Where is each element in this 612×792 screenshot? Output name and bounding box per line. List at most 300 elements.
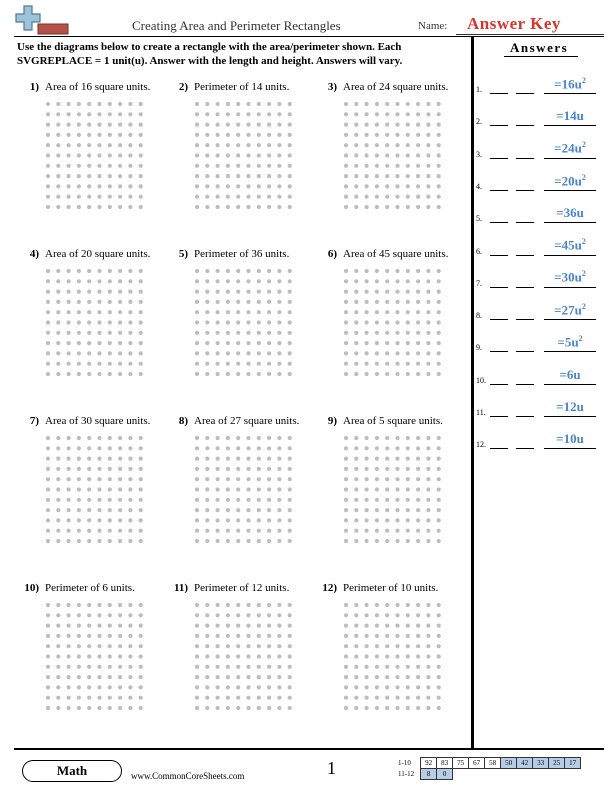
problem-number: 6) bbox=[327, 248, 337, 260]
grid-dot bbox=[288, 685, 292, 689]
grid-dot bbox=[257, 362, 261, 366]
grid-dot bbox=[77, 487, 81, 491]
grid-dot bbox=[406, 205, 410, 209]
grid-dot bbox=[77, 457, 81, 461]
grid-dot bbox=[67, 174, 71, 178]
grid-dot bbox=[375, 351, 379, 355]
grid-dot bbox=[108, 310, 112, 314]
grid-dot bbox=[437, 195, 441, 199]
grid-dot bbox=[288, 290, 292, 294]
grid-dot bbox=[97, 685, 101, 689]
grid-dot bbox=[46, 706, 50, 710]
grid-dot bbox=[257, 290, 261, 294]
grid-dot bbox=[236, 174, 240, 178]
grid-dot bbox=[87, 654, 91, 658]
grid-dot bbox=[426, 123, 430, 127]
dot-grid[interactable] bbox=[343, 602, 443, 714]
grid-dot bbox=[108, 696, 112, 700]
grid-dot bbox=[97, 269, 101, 273]
grid-dot bbox=[406, 518, 410, 522]
grid-dot bbox=[288, 613, 292, 617]
grid-dot bbox=[354, 195, 358, 199]
height-blank[interactable] bbox=[516, 351, 534, 352]
grid-dot bbox=[375, 613, 379, 617]
dot-grid[interactable] bbox=[45, 602, 145, 714]
grid-dot bbox=[56, 477, 60, 481]
grid-dot bbox=[67, 603, 71, 607]
grid-dot bbox=[226, 331, 230, 335]
frame-top-rule bbox=[14, 36, 604, 37]
grid-dot bbox=[416, 498, 420, 502]
grid-dot bbox=[365, 624, 369, 628]
grid-dot bbox=[375, 518, 379, 522]
grid-dot bbox=[395, 143, 399, 147]
answers-title-underline bbox=[504, 56, 578, 57]
grid-dot bbox=[216, 634, 220, 638]
grid-dot bbox=[195, 133, 199, 137]
grid-dot bbox=[246, 102, 250, 106]
grid-dot bbox=[257, 696, 261, 700]
grid-dot bbox=[375, 685, 379, 689]
grid-dot bbox=[67, 362, 71, 366]
grid-dot bbox=[395, 644, 399, 648]
grid-dot bbox=[277, 174, 281, 178]
grid-dot bbox=[267, 300, 271, 304]
score-cell: 67 bbox=[469, 758, 485, 769]
grid-dot bbox=[267, 174, 271, 178]
length-blank[interactable] bbox=[490, 93, 508, 94]
grid-dot bbox=[365, 539, 369, 543]
grid-dot bbox=[395, 341, 399, 345]
grid-dot bbox=[236, 164, 240, 168]
grid-dot bbox=[257, 508, 261, 512]
dot-grid[interactable] bbox=[343, 435, 443, 547]
grid-dot bbox=[406, 675, 410, 679]
grid-dot bbox=[216, 123, 220, 127]
grid-dot bbox=[288, 675, 292, 679]
grid-dot bbox=[77, 164, 81, 168]
grid-dot bbox=[108, 362, 112, 366]
height-blank[interactable] bbox=[516, 319, 534, 320]
grid-dot bbox=[128, 498, 132, 502]
grid-dot bbox=[77, 706, 81, 710]
grid-dot bbox=[226, 310, 230, 314]
dot-grid[interactable] bbox=[194, 602, 294, 714]
grid-dot bbox=[375, 164, 379, 168]
grid-dot bbox=[257, 539, 261, 543]
grid-dot bbox=[46, 112, 50, 116]
grid-dot bbox=[139, 603, 143, 607]
grid-dot bbox=[344, 205, 348, 209]
grid-dot bbox=[354, 696, 358, 700]
grid-dot bbox=[128, 279, 132, 283]
grid-dot bbox=[205, 634, 209, 638]
grid-dot bbox=[87, 351, 91, 355]
score-cell: 17 bbox=[565, 758, 581, 769]
answer-line bbox=[544, 255, 596, 256]
grid-dot bbox=[139, 624, 143, 628]
dot-grid[interactable] bbox=[343, 268, 443, 380]
grid-dot bbox=[426, 539, 430, 543]
grid-dot bbox=[205, 706, 209, 710]
grid-dot bbox=[226, 362, 230, 366]
grid-dot bbox=[108, 320, 112, 324]
grid-dot bbox=[226, 133, 230, 137]
grid-dot bbox=[246, 508, 250, 512]
dot-grid[interactable] bbox=[194, 435, 294, 547]
length-blank[interactable] bbox=[490, 448, 508, 449]
dot-grid[interactable] bbox=[45, 101, 145, 213]
grid-dot bbox=[437, 624, 441, 628]
grid-dot bbox=[416, 654, 420, 658]
grid-dot bbox=[205, 685, 209, 689]
grid-dot bbox=[375, 539, 379, 543]
grid-dot bbox=[437, 290, 441, 294]
grid-dot bbox=[216, 133, 220, 137]
grid-dot bbox=[288, 603, 292, 607]
grid-dot bbox=[395, 300, 399, 304]
grid-dot bbox=[77, 654, 81, 658]
grid-dot bbox=[236, 685, 240, 689]
grid-dot bbox=[46, 205, 50, 209]
grid-dot bbox=[385, 174, 389, 178]
grid-dot bbox=[437, 372, 441, 376]
dot-grid[interactable] bbox=[343, 101, 443, 213]
grid-dot bbox=[67, 696, 71, 700]
grid-dot bbox=[395, 529, 399, 533]
grid-dot bbox=[288, 518, 292, 522]
grid-dot bbox=[46, 174, 50, 178]
problem-prompt: Perimeter of 12 units. bbox=[194, 582, 290, 594]
grid-dot bbox=[277, 508, 281, 512]
grid-dot bbox=[277, 477, 281, 481]
grid-dot bbox=[246, 320, 250, 324]
grid-dot bbox=[406, 362, 410, 366]
grid-dot bbox=[118, 164, 122, 168]
grid-dot bbox=[277, 457, 281, 461]
grid-dot bbox=[406, 624, 410, 628]
frame-bottom-rule bbox=[14, 748, 604, 750]
grid-dot bbox=[87, 184, 91, 188]
grid-dot bbox=[97, 446, 101, 450]
grid-dot bbox=[56, 498, 60, 502]
grid-dot bbox=[236, 184, 240, 188]
answer-value bbox=[544, 399, 596, 415]
grid-dot bbox=[354, 665, 358, 669]
grid-dot bbox=[236, 269, 240, 273]
grid-dot bbox=[97, 644, 101, 648]
dot-grid[interactable] bbox=[194, 268, 294, 380]
grid-dot bbox=[246, 696, 250, 700]
grid-dot bbox=[236, 654, 240, 658]
grid-dot bbox=[437, 685, 441, 689]
answer-value bbox=[544, 76, 596, 92]
grid-dot bbox=[87, 518, 91, 522]
grid-dot bbox=[97, 184, 101, 188]
grid-dot bbox=[365, 487, 369, 491]
grid-dot bbox=[236, 487, 240, 491]
grid-dot bbox=[216, 331, 220, 335]
grid-dot bbox=[118, 174, 122, 178]
grid-dot bbox=[205, 184, 209, 188]
grid-dot bbox=[236, 153, 240, 157]
grid-dot bbox=[257, 518, 261, 522]
grid-dot bbox=[108, 133, 112, 137]
grid-dot bbox=[77, 498, 81, 502]
grid-dot bbox=[277, 436, 281, 440]
problem-prompt: Perimeter of 10 units. bbox=[343, 582, 439, 594]
grid-dot bbox=[236, 112, 240, 116]
grid-dot bbox=[56, 269, 60, 273]
height-blank[interactable] bbox=[516, 384, 534, 385]
grid-dot bbox=[257, 634, 261, 638]
height-blank[interactable] bbox=[516, 190, 534, 191]
grid-dot bbox=[67, 436, 71, 440]
grid-dot bbox=[267, 372, 271, 376]
grid-dot bbox=[257, 685, 261, 689]
dot-grid[interactable] bbox=[45, 268, 145, 380]
grid-dot bbox=[385, 372, 389, 376]
height-blank[interactable] bbox=[516, 287, 534, 288]
grid-dot bbox=[139, 174, 143, 178]
grid-dot bbox=[118, 654, 122, 658]
grid-dot bbox=[288, 351, 292, 355]
grid-dot bbox=[216, 112, 220, 116]
grid-dot bbox=[139, 654, 143, 658]
grid-dot bbox=[46, 331, 50, 335]
grid-dot bbox=[195, 624, 199, 628]
grid-dot bbox=[226, 300, 230, 304]
grid-dot bbox=[128, 467, 132, 471]
grid-dot bbox=[406, 195, 410, 199]
grid-dot bbox=[426, 498, 430, 502]
grid-dot bbox=[395, 164, 399, 168]
grid-dot bbox=[354, 279, 358, 283]
answer-value-text: =16u bbox=[554, 76, 582, 91]
grid-dot bbox=[257, 174, 261, 178]
length-blank[interactable] bbox=[490, 287, 508, 288]
grid-dot bbox=[195, 477, 199, 481]
grid-dot bbox=[118, 613, 122, 617]
height-blank[interactable] bbox=[516, 158, 534, 159]
grid-dot bbox=[67, 123, 71, 127]
answer-exponent: 2 bbox=[581, 140, 586, 150]
grid-dot bbox=[226, 102, 230, 106]
grid-dot bbox=[236, 529, 240, 533]
grid-dot bbox=[226, 351, 230, 355]
grid-dot bbox=[118, 685, 122, 689]
length-blank[interactable] bbox=[490, 384, 508, 385]
grid-dot bbox=[365, 102, 369, 106]
grid-dot bbox=[46, 467, 50, 471]
grid-dot bbox=[365, 508, 369, 512]
grid-dot bbox=[195, 487, 199, 491]
grid-dot bbox=[277, 362, 281, 366]
grid-dot bbox=[236, 467, 240, 471]
grid-dot bbox=[128, 372, 132, 376]
height-blank[interactable] bbox=[516, 125, 534, 126]
grid-dot bbox=[426, 675, 430, 679]
grid-dot bbox=[216, 665, 220, 669]
grid-dot bbox=[385, 310, 389, 314]
height-blank[interactable] bbox=[516, 416, 534, 417]
grid-dot bbox=[426, 174, 430, 178]
grid-dot bbox=[87, 446, 91, 450]
grid-dot bbox=[354, 320, 358, 324]
grid-dot bbox=[77, 372, 81, 376]
grid-dot bbox=[288, 498, 292, 502]
dot-grid[interactable] bbox=[194, 101, 294, 213]
grid-dot bbox=[56, 644, 60, 648]
grid-dot bbox=[354, 184, 358, 188]
grid-dot bbox=[406, 539, 410, 543]
grid-dot bbox=[139, 477, 143, 481]
length-blank[interactable] bbox=[490, 255, 508, 256]
height-blank[interactable] bbox=[516, 93, 534, 94]
grid-dot bbox=[205, 123, 209, 127]
grid-dot bbox=[77, 644, 81, 648]
grid-dot bbox=[395, 706, 399, 710]
height-blank[interactable] bbox=[516, 222, 534, 223]
grid-dot bbox=[437, 654, 441, 658]
grid-dot bbox=[139, 279, 143, 283]
length-blank[interactable] bbox=[490, 351, 508, 352]
grid-dot bbox=[416, 446, 420, 450]
answer-value bbox=[544, 205, 596, 221]
answer-line bbox=[544, 319, 596, 320]
grid-dot bbox=[375, 498, 379, 502]
grid-dot bbox=[416, 457, 420, 461]
grid-dot bbox=[395, 467, 399, 471]
grid-dot bbox=[267, 290, 271, 294]
grid-dot bbox=[67, 665, 71, 669]
length-blank[interactable] bbox=[490, 190, 508, 191]
grid-dot bbox=[437, 351, 441, 355]
grid-dot bbox=[365, 706, 369, 710]
grid-dot bbox=[118, 675, 122, 679]
grid-dot bbox=[195, 320, 199, 324]
length-blank[interactable] bbox=[490, 416, 508, 417]
grid-dot bbox=[77, 675, 81, 679]
grid-dot bbox=[426, 331, 430, 335]
grid-dot bbox=[108, 529, 112, 533]
grid-dot bbox=[365, 603, 369, 607]
length-blank[interactable] bbox=[490, 319, 508, 320]
grid-dot bbox=[267, 603, 271, 607]
dot-grid[interactable] bbox=[45, 435, 145, 547]
grid-dot bbox=[118, 269, 122, 273]
grid-dot bbox=[226, 675, 230, 679]
grid-dot bbox=[385, 143, 389, 147]
grid-dot bbox=[246, 446, 250, 450]
length-blank[interactable] bbox=[490, 158, 508, 159]
grid-dot bbox=[236, 508, 240, 512]
grid-dot bbox=[288, 153, 292, 157]
grid-dot bbox=[108, 487, 112, 491]
grid-dot bbox=[139, 457, 143, 461]
grid-dot bbox=[385, 153, 389, 157]
grid-dot bbox=[236, 123, 240, 127]
grid-dot bbox=[87, 372, 91, 376]
grid-dot bbox=[108, 603, 112, 607]
grid-dot bbox=[56, 300, 60, 304]
height-blank[interactable] bbox=[516, 255, 534, 256]
grid-dot bbox=[205, 477, 209, 481]
length-blank[interactable] bbox=[490, 125, 508, 126]
grid-dot bbox=[246, 133, 250, 137]
grid-dot bbox=[246, 675, 250, 679]
grid-dot bbox=[385, 112, 389, 116]
grid-dot bbox=[216, 362, 220, 366]
grid-dot bbox=[118, 518, 122, 522]
grid-dot bbox=[139, 153, 143, 157]
grid-dot bbox=[139, 539, 143, 543]
grid-dot bbox=[216, 174, 220, 178]
grid-dot bbox=[87, 498, 91, 502]
height-blank[interactable] bbox=[516, 448, 534, 449]
grid-dot bbox=[426, 133, 430, 137]
grid-dot bbox=[416, 351, 420, 355]
grid-dot bbox=[344, 518, 348, 522]
grid-dot bbox=[354, 300, 358, 304]
grid-dot bbox=[77, 279, 81, 283]
grid-dot bbox=[267, 675, 271, 679]
grid-dot bbox=[195, 446, 199, 450]
grid-dot bbox=[139, 685, 143, 689]
grid-dot bbox=[437, 174, 441, 178]
grid-dot bbox=[46, 518, 50, 522]
grid-dot bbox=[205, 341, 209, 345]
grid-dot bbox=[205, 164, 209, 168]
grid-dot bbox=[277, 665, 281, 669]
grid-dot bbox=[354, 457, 358, 461]
length-blank[interactable] bbox=[490, 222, 508, 223]
grid-dot bbox=[426, 446, 430, 450]
grid-dot bbox=[97, 539, 101, 543]
grid-dot bbox=[437, 706, 441, 710]
score-row bbox=[396, 758, 581, 769]
grid-dot bbox=[385, 477, 389, 481]
grid-dot bbox=[226, 164, 230, 168]
grid-dot bbox=[67, 351, 71, 355]
grid-dot bbox=[426, 341, 430, 345]
grid-dot bbox=[344, 539, 348, 543]
grid-dot bbox=[118, 310, 122, 314]
problem-prompt: Perimeter of 6 units. bbox=[45, 582, 135, 594]
grid-dot bbox=[128, 446, 132, 450]
grid-dot bbox=[277, 675, 281, 679]
score-cell: 8 bbox=[421, 769, 437, 780]
grid-dot bbox=[365, 696, 369, 700]
grid-dot bbox=[395, 446, 399, 450]
grid-dot bbox=[236, 675, 240, 679]
problem-prompt: Area of 20 square units. bbox=[45, 248, 151, 260]
grid-dot bbox=[267, 654, 271, 658]
grid-dot bbox=[385, 269, 389, 273]
grid-dot bbox=[267, 331, 271, 335]
grid-dot bbox=[365, 269, 369, 273]
grid-dot bbox=[267, 153, 271, 157]
grid-dot bbox=[87, 613, 91, 617]
grid-dot bbox=[77, 685, 81, 689]
grid-dot bbox=[226, 174, 230, 178]
grid-dot bbox=[277, 320, 281, 324]
grid-dot bbox=[344, 457, 348, 461]
grid-dot bbox=[87, 487, 91, 491]
grid-dot bbox=[257, 351, 261, 355]
grid-dot bbox=[288, 467, 292, 471]
grid-dot bbox=[267, 351, 271, 355]
